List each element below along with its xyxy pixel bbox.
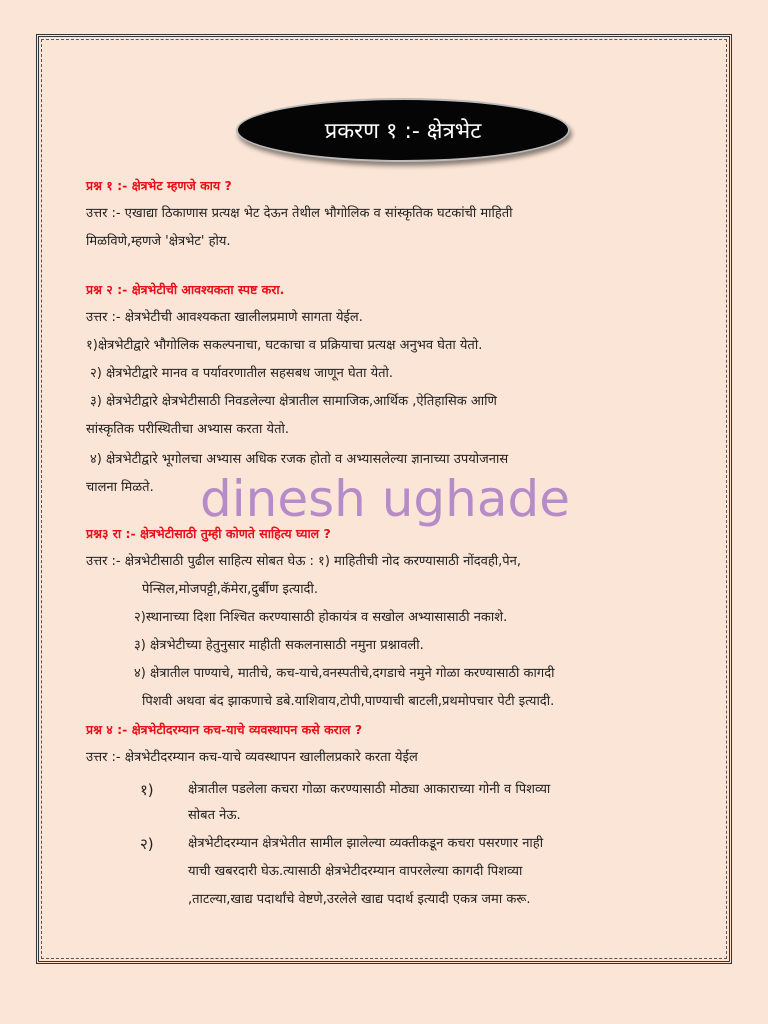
answer-2-line-1: उत्तर :- क्षेत्रभेटीची आवश्यकता खालीलप्रमाणे सागता येईल. (86, 310, 363, 325)
answer-1-line-2: मिळविणे,म्हणजे 'क्षेत्रभेट' होय. (86, 234, 231, 249)
answer-2-line-4: ३) क्षेत्रभेटीद्वारे क्षेत्रभेटीसाठी निवडलेल्या क्षेत्रातील सामाजिक,आर्थिक ,ऐतिहासिक आणि (90, 394, 497, 409)
chapter-title: प्रकरण १ :- क्षेत्रभेट (324, 119, 482, 144)
answer-2-line-7: चालना मिळते. (86, 480, 154, 495)
question-3: प्रश्न३ रा :- क्षेत्रभेटीसाठी तुम्ही कोणते साहित्य घ्याल ? (86, 526, 331, 541)
question-4: प्रश्न ४ :- क्षेत्रभेटीदरम्यान कच-याचे व्यवस्थापन कसे कराल ? (86, 722, 363, 737)
answer-3-line-4: ३) क्षेत्रभेटीच्या हेतुनुसार माहीती सकलनासाठी नमुना प्रश्नावली. (134, 638, 424, 653)
answer-3-line-5: ४) क्षेत्रातील पाण्याचे, मातीचे, कच-याचे,वनस्पतीचे,दगडाचे नमुने गोळा करण्यासाठी कागदी (134, 666, 555, 681)
answer-1-line-1: उत्तर :- एखाद्या ठिकाणास प्रत्यक्ष भेट देऊन तेथील भौगोलिक व सांस्कृतिक घटकांची माहिती (86, 206, 513, 221)
answer-2-line-6: ४) क्षेत्रभेटीद्वारे भूगोलचा अभ्यास अधिक रजक होतो व अभ्यासलेल्या ज्ञानाच्या उपयोजनास (90, 452, 509, 467)
answer-2-line-3: २) क्षेत्रभेटीद्वारे मानव व पर्यावरणातील सहसबध जाणून घेता येतो. (90, 366, 394, 381)
answer-2-line-5: सांस्कृतिक परीस्थितीचा अभ्यास करता येतो. (86, 422, 289, 437)
answer-3-line-1: उत्तर :- क्षेत्रभेटीसाठी पुढील साहित्य सोबत घेऊ : १) माहितीची नोद करण्यासाठी नोंदवही,पेन, (86, 554, 522, 569)
answer-4-item-2-line-3: ,ताटल्या,खाद्य पदार्थांचे वेष्टणे,उरलेले खाद्य पदार्थ इत्यादी एकत्र जमा करू. (188, 892, 531, 907)
question-1: प्रश्न १ :- क्षेत्रभेट म्हणजे काय ? (86, 178, 232, 193)
watermark: dinesh ughade (200, 470, 570, 528)
answer-4-item-2-line-1: क्षेत्रभेटीदरम्यान क्षेत्रभेतीत सामील झालेल्या व्यक्तीकडून कचरा पसरणार नाही (188, 836, 544, 851)
list-number-2: २) (140, 835, 154, 853)
answer-4-item-1-line-1: क्षेत्रातील पडलेला कचरा गोळा करण्यासाठी मोठ्या आकाराच्या गोनी व पिशव्या (188, 782, 551, 797)
list-number-1: १) (140, 781, 154, 799)
answer-4-item-2-line-2: याची खबरदारी घेऊ.त्यासाठी क्षेत्रभेटीदरम्यान वापरलेल्या कागदी पिशव्या (188, 864, 523, 879)
answer-3-line-6: पिशवी अथवा बंद झाकणाचे डबे.याशिवाय,टोपी,पाण्याची बाटली,प्रथमोपचार पेटी इत्यादी. (142, 694, 555, 709)
answer-3-line-2: पेन्सिल,मोजपट्टी,कॅमेरा,दुर्बीण इत्यादी. (142, 582, 318, 597)
answer-4-item-1-line-2: सोबत नेऊ. (188, 808, 241, 823)
chapter-title-banner (236, 98, 570, 162)
answer-3-line-3: २)स्थानाच्या दिशा निश्चित करण्यासाठी होकायंत्र व सखोल अभ्यासासाठी नकाशे. (134, 610, 508, 625)
question-2: प्रश्न २ :- क्षेत्रभेटीची आवश्यकता स्पष्ट करा. (86, 282, 285, 297)
answer-2-line-2: १)क्षेत्रभेटीद्वारे भौगोलिक सकल्पनाचा, घटकाचा व प्रक्रियाचा प्रत्यक्ष अनुभव घेता येतो. (86, 338, 483, 353)
answer-4-line-1: उत्तर :- क्षेत्रभेटीदरम्यान कच-याचे व्यवस्थापन खालीलप्रकारे करता येईल (86, 750, 418, 765)
